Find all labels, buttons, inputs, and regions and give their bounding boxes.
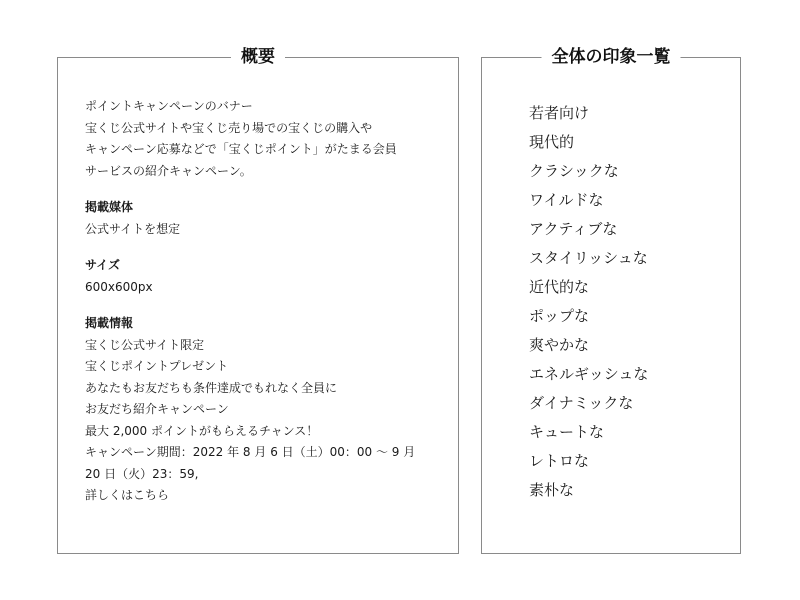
- impression-item: 現代的: [529, 133, 575, 151]
- overview-panel: [57, 47, 459, 554]
- info-line: 宝くじポイントプレゼント: [85, 359, 229, 373]
- overview-title: 概要: [231, 46, 285, 68]
- impression-item: 爽やかな: [529, 336, 590, 354]
- media-section: [85, 197, 445, 240]
- description-line: 宝くじ公式サイトや宝くじ売り場での宝くじの購入や: [85, 120, 373, 135]
- description-line: キャンペーン応募などで「宝くじポイント」がたまる会員: [85, 142, 397, 156]
- info-line: 20 日（火）23：59,: [85, 466, 199, 481]
- impression-item: クラシックな: [529, 162, 619, 180]
- size-value: 600x600px: [85, 279, 153, 294]
- impression-item: スタイリッシュな: [529, 249, 648, 267]
- info-line: 宝くじ公式サイト限定: [85, 337, 205, 352]
- media-value: 公式サイトを想定: [85, 221, 181, 236]
- impression-item: 近代的な: [529, 278, 590, 296]
- impressions-list: [529, 99, 648, 505]
- description-line: サービスの紹介キャンペーン。: [85, 163, 252, 178]
- overview-description: [85, 96, 445, 182]
- info-line: 詳しくはこちら: [85, 488, 170, 502]
- media-heading: 掲載媒体: [85, 200, 134, 214]
- size-section: [85, 255, 445, 298]
- description-line: ポイントキャンペーンのバナー: [85, 99, 253, 113]
- info-line: お友だち紹介キャンペーン: [85, 402, 229, 416]
- overview-content: [85, 96, 445, 507]
- impression-item: エネルギッシュな: [529, 365, 649, 383]
- impressions-title: 全体の印象一覧: [542, 46, 681, 68]
- impression-item: ワイルドな: [529, 191, 604, 209]
- info-heading: 掲載情報: [85, 316, 134, 330]
- impression-item: 若者向け: [529, 104, 590, 122]
- info-line: キャンペーン期間：2022 年 8 月 6 日（土）00：00 ～ 9 月: [85, 445, 416, 459]
- impression-item: ダイナミックな: [529, 394, 634, 412]
- impression-item: ポップな: [529, 307, 590, 325]
- impression-item: キュートな: [529, 423, 605, 441]
- size-heading: サイズ: [85, 258, 121, 272]
- impressions-panel: [481, 47, 741, 554]
- impression-item: アクティブな: [529, 220, 618, 238]
- impression-item: 素朴な: [529, 481, 575, 499]
- impression-item: レトロな: [529, 452, 590, 470]
- info-line: あなたもお友だちも条件達成でもれなく全員に: [85, 380, 338, 395]
- info-line: 最大 2,000 ポイントがもらえるチャンス！: [85, 423, 319, 438]
- info-section: [85, 313, 445, 507]
